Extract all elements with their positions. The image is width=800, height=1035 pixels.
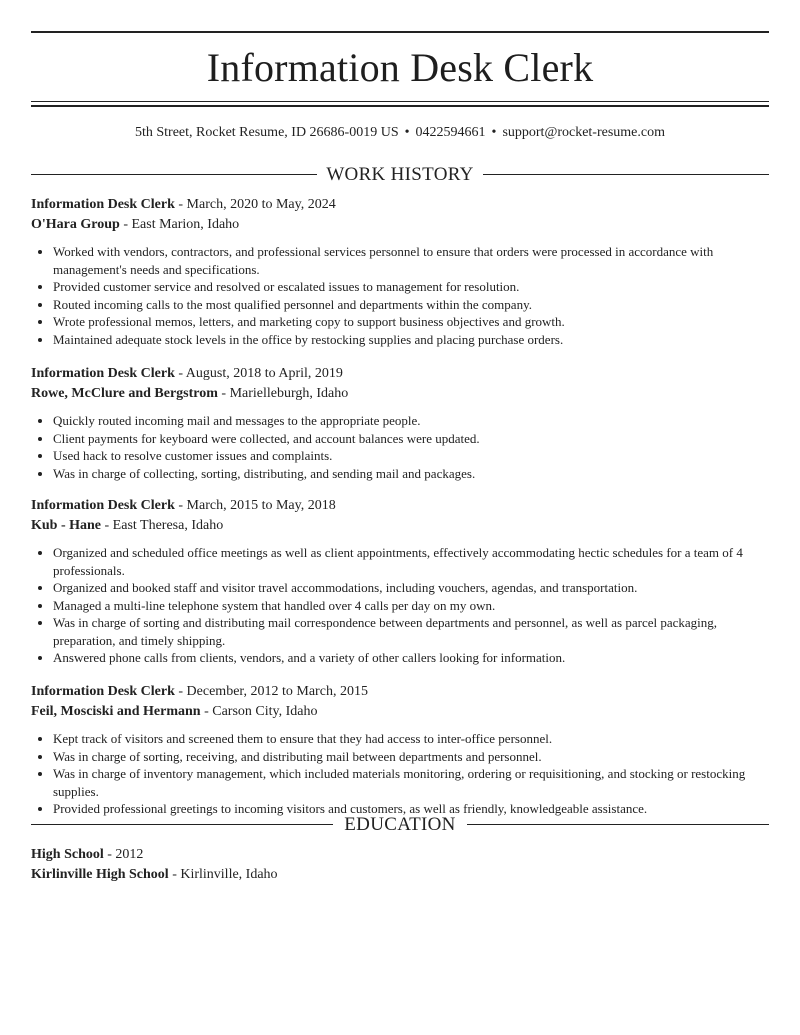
job-company: Rowe, McClure and Bergstrom xyxy=(31,386,218,401)
list-item: • Managed a multi-line telephone system that handled over 4 calls per day on my own. xyxy=(53,597,769,615)
job-title: Information Desk Clerk xyxy=(31,684,175,699)
contact-separator: • xyxy=(491,125,497,140)
job-location: - Marielleburgh, Idaho xyxy=(217,386,349,401)
job-bullets xyxy=(31,243,769,348)
job-title-line xyxy=(31,496,769,516)
degree: High School xyxy=(31,847,104,862)
job-company-line xyxy=(31,702,769,722)
job-bullets xyxy=(31,730,769,818)
list-item: • Worked with vendors, contractors, and professional services personnel to ensure that orders were processed in accordance with management's needs and specifications. xyxy=(53,243,769,278)
degree-line xyxy=(31,845,769,865)
list-item: • Provided customer service and resolved or escalated issues to management for resolution. xyxy=(53,278,769,296)
job-company-line xyxy=(31,215,769,235)
list-item: • Answered phone calls from clients, vendors, and a variety of other callers looking for information. xyxy=(53,649,769,667)
job-bullets xyxy=(31,412,769,482)
list-item: • Organized and scheduled office meetings as well as client appointments, effectively accommodating hectic schedules for a team of 4 professionals. xyxy=(53,544,769,579)
list-item: • Provided professional greetings to incoming visitors and customers, as well as friendly, knowledgeable assistance. xyxy=(53,800,769,818)
list-item: • Was in charge of sorting and distributing mail correspondence between departments and personnel, as well as parcel packaging, preparation, and timely shipping. xyxy=(53,614,769,649)
job-title: Information Desk Clerk xyxy=(31,197,175,212)
education-entry xyxy=(31,845,769,885)
job-company-line xyxy=(31,384,769,404)
list-item: • Was in charge of inventory management, which included materials monitoring, ordering or requisitioning, and stocking or restocking supplies. xyxy=(53,765,769,800)
job-location: - East Marion, Idaho xyxy=(119,217,240,232)
contact-phone: 0422594661 xyxy=(415,125,486,140)
title-rule-thin xyxy=(31,101,769,102)
job-dates: - March, 2020 to May, 2024 xyxy=(174,197,336,212)
contact-line xyxy=(31,124,769,142)
job-location: - Carson City, Idaho xyxy=(200,704,318,719)
work-history-heading xyxy=(31,163,769,187)
job-title-line xyxy=(31,364,769,384)
job-dates: - December, 2012 to March, 2015 xyxy=(174,684,368,699)
job-company: O'Hara Group xyxy=(31,217,120,232)
job-title: Information Desk Clerk xyxy=(31,366,175,381)
school-name: Kirlinville High School xyxy=(31,867,169,882)
school-location: - Kirlinville, Idaho xyxy=(168,867,278,882)
list-item: • Routed incoming calls to the most qualified personnel and departments within the company. xyxy=(53,296,769,314)
list-item: • Organized and booked staff and visitor travel accommodations, including vouchers, agendas, and transportation. xyxy=(53,579,769,597)
job-title-line xyxy=(31,682,769,702)
education-heading xyxy=(31,813,769,837)
job-company: Kub - Hane xyxy=(31,518,102,533)
school-line xyxy=(31,865,769,885)
job-entry xyxy=(31,496,769,667)
graduation-year: - 2012 xyxy=(103,847,144,862)
list-item: • Maintained adequate stock levels in the office by restocking supplies and placing purchase orders. xyxy=(53,331,769,349)
job-entry xyxy=(31,364,769,482)
job-title-line xyxy=(31,195,769,215)
list-item: • Used hack to resolve customer issues and complaints. xyxy=(53,447,769,465)
page-title: Information Desk Clerk xyxy=(206,45,594,90)
job-location: - East Theresa, Idaho xyxy=(101,518,224,533)
list-item: • Was in charge of collecting, sorting, distributing, and sending mail and packages. xyxy=(53,465,769,483)
job-company-line xyxy=(31,516,769,536)
job-company: Feil, Mosciski and Hermann xyxy=(31,704,201,719)
list-item: • Wrote professional memos, letters, and marketing copy to support business objectives and growth. xyxy=(53,313,769,331)
top-rule xyxy=(31,31,769,33)
job-dates: - March, 2015 to May, 2018 xyxy=(174,498,336,513)
list-item: • Quickly routed incoming mail and messages to the appropriate people. xyxy=(53,412,769,430)
job-bullets xyxy=(31,544,769,667)
title-rule-thick xyxy=(31,105,769,107)
job-title: Information Desk Clerk xyxy=(31,498,175,513)
contact-separator: • xyxy=(404,125,410,140)
list-item: • Kept track of visitors and screened them to ensure that they had access to inter-office personnel. xyxy=(53,730,769,748)
section-title: EDUCATION xyxy=(344,814,456,835)
job-entry xyxy=(31,195,769,348)
job-dates: - August, 2018 to April, 2019 xyxy=(174,366,343,381)
job-entry xyxy=(31,682,769,818)
contact-address: 5th Street, Rocket Resume, ID 26686-0019 US xyxy=(134,125,399,140)
section-title: WORK HISTORY xyxy=(326,164,474,185)
list-item: • Was in charge of sorting, receiving, and distributing mail between departments and personnel. xyxy=(53,748,769,766)
contact-email: support@rocket-resume.com xyxy=(502,125,666,140)
list-item: • Client payments for keyboard were collected, and account balances were updated. xyxy=(53,430,769,448)
